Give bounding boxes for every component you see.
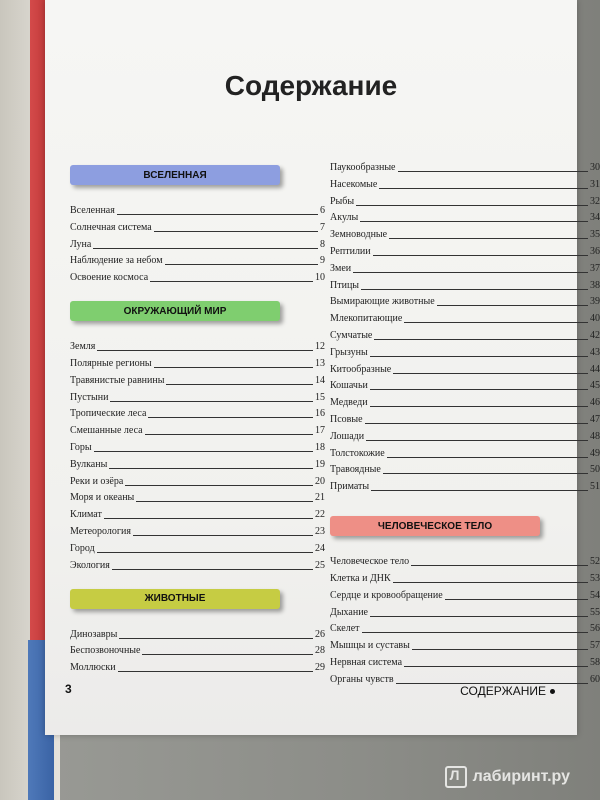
watermark bbox=[445, 766, 570, 788]
toc-entry: Наблюдение за небом 9 bbox=[70, 255, 325, 267]
toc-entry: Город 24 bbox=[70, 542, 325, 554]
toc-entry: Насекомые 31 bbox=[330, 178, 600, 190]
toc-entry: Вулканы 19 bbox=[70, 458, 325, 470]
toc-entry: Органы чувств 60 bbox=[330, 673, 600, 685]
animals-list-left bbox=[70, 627, 325, 676]
toc-entry: Медведи 46 bbox=[330, 397, 600, 409]
toc-entry: Сердце и кровообращение 54 bbox=[330, 589, 600, 601]
toc-entry: Млекопитающие 40 bbox=[330, 313, 600, 325]
page-title: Содержание bbox=[224, 70, 398, 101]
section-header-human-body: ЧЕЛОВЕЧЕСКОЕ ТЕЛО bbox=[330, 516, 540, 536]
toc-entry: Толстокожие 49 bbox=[330, 447, 600, 459]
toc-entry: Паукообразные 30 bbox=[330, 162, 600, 173]
toc-entry: Травоядные 50 bbox=[330, 464, 600, 476]
toc-entry: Горы 18 bbox=[70, 441, 325, 453]
toc-entry: Кошачьи 45 bbox=[330, 380, 600, 392]
toc-left-column bbox=[70, 165, 325, 677]
toc-entry: Человеческое тело 52 bbox=[330, 556, 600, 568]
watermark-text: лабиринт.ру bbox=[472, 768, 570, 785]
toc-entry: Рептилии 36 bbox=[330, 245, 600, 257]
toc-entry: Грызуны 43 bbox=[330, 346, 600, 358]
toc-entry: Скелет 56 bbox=[330, 623, 600, 635]
toc-entry: Рыбы 32 bbox=[330, 195, 600, 207]
toc-entry: Земля 12 bbox=[70, 341, 325, 353]
world-list bbox=[70, 339, 325, 572]
toc-entry: Травянистые равнины 14 bbox=[70, 374, 325, 386]
toc-entry: Приматы 51 bbox=[330, 481, 600, 493]
book-page bbox=[45, 0, 600, 735]
toc-entry: Змеи 37 bbox=[330, 262, 600, 274]
toc-right-column bbox=[330, 160, 600, 689]
section-header-animals: ЖИВОТНЫЕ bbox=[70, 589, 280, 609]
section-header-world: ОКРУЖАЮЩИЙ МИР bbox=[70, 301, 280, 321]
toc-entry: Освоение космоса 10 bbox=[70, 272, 325, 284]
toc-entry: Экология 25 bbox=[70, 559, 325, 571]
running-footer bbox=[460, 684, 555, 698]
toc-entry: Лошади 48 bbox=[330, 430, 600, 442]
page-number: 3 bbox=[65, 682, 72, 696]
toc-entry: Псовые 47 bbox=[330, 413, 600, 425]
labirint-logo-icon bbox=[445, 766, 467, 788]
toc-entry: Луна 8 bbox=[70, 238, 325, 250]
toc-entry: Смешанные леса 17 bbox=[70, 425, 325, 437]
toc-entry: Метеорология 23 bbox=[70, 525, 325, 537]
toc-entry: Земноводные 35 bbox=[330, 229, 600, 241]
toc-entry: Клетка и ДНК 53 bbox=[330, 572, 600, 584]
toc-entry: Китообразные 44 bbox=[330, 363, 600, 375]
toc-entry: Сумчатые 42 bbox=[330, 329, 600, 341]
section-header-universe: ВСЕЛЕННАЯ bbox=[70, 165, 280, 185]
toc-entry: Вселенная 6 bbox=[70, 205, 325, 216]
toc-entry: Реки и озёра 20 bbox=[70, 475, 325, 487]
toc-entry: Моллюски 29 bbox=[70, 662, 325, 674]
toc-entry: Мышцы и суставы 57 bbox=[330, 640, 600, 652]
toc-entry: Полярные регионы 13 bbox=[70, 357, 325, 369]
toc-entry: Моря и океаны 21 bbox=[70, 492, 325, 504]
toc-entry: Вымирающие животные 39 bbox=[330, 296, 600, 308]
toc-entry: Акулы 34 bbox=[330, 212, 600, 224]
animals-list-right bbox=[330, 160, 600, 494]
universe-list bbox=[70, 203, 325, 285]
toc-entry: Птицы 38 bbox=[330, 279, 600, 291]
toc-entry: Дыхание 55 bbox=[330, 606, 600, 618]
toc-entry: Пустыни 15 bbox=[70, 391, 325, 403]
toc-entry: Тропические леса 16 bbox=[70, 408, 325, 420]
toc-entry: Нервная система 58 bbox=[330, 656, 600, 668]
toc-entry: Динозавры 26 bbox=[70, 628, 325, 640]
human-body-list bbox=[330, 554, 600, 687]
toc-entry: Беспозвоночные 28 bbox=[70, 645, 325, 657]
toc-entry: Солнечная система 7 bbox=[70, 221, 325, 233]
footer-section-label: СОДЕРЖАНИЕ bbox=[460, 684, 546, 698]
footer-dot-icon bbox=[550, 689, 555, 694]
toc-entry: Климат 22 bbox=[70, 509, 325, 521]
